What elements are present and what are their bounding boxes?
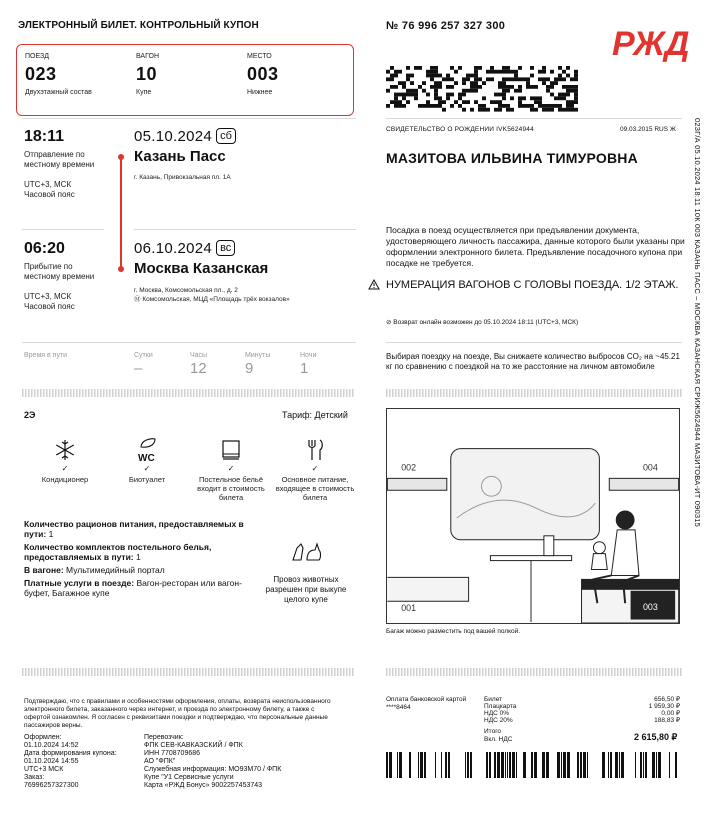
metro-icon: Ⓜ — [134, 296, 141, 303]
arrival-time-desc: Прибытие по местному времени — [24, 262, 95, 281]
arrival-tz: UTC+3, МСК — [24, 292, 72, 301]
snowflake-icon — [54, 439, 76, 461]
barcode — [386, 752, 682, 778]
seat-label: МЕСТО — [247, 53, 272, 60]
consent-text: Подтверждаю, что с правилами и особенностями оформления, оплаты, возврата неиспользованного электронного билета, заказанного через интернет, и проезда по электронному билету, а также с офертой ознакомлен. Я согласен с реквизитами поездки и подтверждаю, что персональные данные пассажиров верны. — [24, 698, 331, 729]
passenger-name: МАЗИТОВА ИЛЬВИНА ТИМУРОВНА — [386, 150, 638, 166]
bedding-label: Количество комплектов постельного белья, предоставляемых в пути: — [24, 542, 212, 562]
service-meals — [274, 436, 356, 502]
service-label: Кондиционер — [41, 475, 89, 484]
payment-card: ****8464 — [386, 704, 411, 711]
price-ticket-label: Билет — [484, 696, 503, 703]
price-platz-label: Плацкарта — [484, 703, 517, 710]
payment-method: Оплата банковской картой — [386, 696, 467, 703]
departure-date-row — [134, 128, 236, 146]
carrier-label: Перевозчик: — [144, 734, 184, 741]
seat-004-label: 004 — [642, 462, 658, 473]
divider — [134, 229, 356, 230]
carrier-card: Карта «РЖД Бонус» 9002257453743 — [144, 782, 263, 789]
departure-dot — [118, 154, 124, 160]
logo-text: РЖД — [612, 25, 690, 62]
divider — [22, 229, 104, 230]
issue-tz: UTC+3 МСК — [24, 766, 64, 773]
passenger-document: СВИДЕТЕЛЬСТВО О РОЖДЕНИИ IVK5624944 — [386, 126, 534, 133]
arrival-date-row — [134, 240, 235, 258]
carrier-service: Служебная информация: МО93М70 / ФПК — [144, 766, 282, 773]
train-label: ПОЕЗД — [25, 53, 49, 60]
pets-info — [256, 538, 356, 605]
seat-number: 003 — [247, 64, 279, 84]
perforation-line — [22, 668, 354, 676]
service-label: Постельное бельё входит в стоимость билета — [197, 475, 265, 502]
total-label: Итого — [484, 728, 502, 735]
carrier-class: Купе "У1 Сервисные услуги — [144, 774, 234, 781]
car-cell — [136, 53, 159, 96]
arrival-tz-label: Часовой пояс — [24, 302, 75, 311]
car-number: 10 — [136, 64, 158, 84]
service-bedding — [190, 436, 272, 502]
issue-info — [24, 734, 117, 790]
duration-hours: 12 — [190, 360, 207, 377]
total-vat-note: Вкл. НДС — [484, 736, 513, 743]
issued-label: Оформлен: — [24, 734, 62, 741]
warning-icon — [368, 279, 380, 290]
meals-count — [24, 519, 254, 539]
boarding-notice: Посадка в поезд осуществляется при предъявлении документа, удостоверяющего личность пассажира, данные которого были указаны при оформлении электронного билета. Предъявление посадочного купона при посадке не требуется. — [386, 225, 685, 268]
duration-minutes-label: Минуты — [245, 352, 271, 359]
arrival-address: г. Москва, Комсомольская пл., д. 2 — [134, 287, 238, 294]
eco-info: Выбирая поездку на поезде, Вы снижаете количество выбросов CO₂ на ~45.21 кг по сравнению с поездкой на то же расстояние на личном автомобиле — [386, 352, 680, 371]
bedding-value: 1 — [136, 552, 141, 562]
divider — [386, 118, 682, 119]
arrival-metro-row — [134, 295, 290, 304]
perforation-line — [22, 389, 354, 397]
matrix-barcode — [386, 66, 578, 112]
vat20-value: 188,83 ₽ — [654, 717, 680, 724]
car-features — [24, 565, 254, 575]
vertical-ticket-code: 023Г/А 05.10.2024 18:11 10К 003 КАЗАНЬ ПАСС – МОСКВА КАЗАНСКАЯ СРИЖ5624944 МАЗИТОВА-ИТ 090315 — [693, 118, 702, 528]
departure-address: г. Казань, Привокзальная пл. 1А — [134, 174, 231, 181]
perforation-line — [386, 389, 682, 397]
divider — [22, 342, 356, 343]
duration-nights: 1 — [300, 360, 309, 377]
svg-text:WC: WC — [138, 453, 155, 463]
check-icon: ✓ — [227, 464, 235, 473]
compartment-illustration — [386, 408, 680, 624]
divider — [386, 342, 682, 343]
pets-text: Провоз животных разрешен при выкупе целого купе — [265, 575, 347, 604]
train-info-box — [16, 44, 354, 116]
vat0-value: 0,00 ₽ — [661, 710, 680, 717]
route-line — [120, 158, 122, 270]
coupon-label: Дата формирования купона: — [24, 750, 117, 757]
check-icon: ✓ — [61, 464, 69, 473]
check-icon: ✓ — [311, 464, 319, 473]
arrival-day: вс — [216, 240, 235, 256]
order-value: 76996257327300 — [24, 782, 79, 789]
duration-label: Время в пути — [24, 352, 68, 359]
train-type: Двухэтажный состав — [25, 89, 92, 96]
order-label: Заказ: — [24, 774, 45, 781]
coupon-value: 01.10.2024 14:55 — [24, 758, 79, 765]
duration-nights-label: Ночи — [300, 352, 317, 359]
car-label: ВАГОН — [136, 53, 160, 60]
duration-hours-label: Часы — [190, 352, 208, 359]
bedding-count — [24, 542, 254, 562]
departure-tz: UTC+3, МСК — [24, 180, 72, 189]
pets-icon — [289, 538, 323, 564]
car-numbering-warning: НУМЕРАЦИЯ ВАГОНОВ С ГОЛОВЫ ПОЕЗДА. 1/2 ЭТАЖ. — [386, 279, 679, 291]
service-label: Основное питание, входящее в стоимость билета — [275, 475, 355, 502]
vat0-label: НДС 0% — [484, 710, 509, 717]
issued-value: 01.10.2024 14:52 — [24, 742, 79, 749]
price-platz: 1 959,30 ₽ — [648, 703, 680, 710]
departure-station: Казань Пасс — [134, 148, 226, 165]
passenger-birth-info: 09.03.2015 RUS Ж — [620, 126, 676, 133]
check-icon: ✓ — [143, 464, 151, 473]
seat-code: 2Э — [24, 410, 36, 420]
departure-time-desc: Отправление по местному времени — [24, 150, 95, 169]
carrier-org: АО "ФПК" — [144, 758, 176, 765]
car-features-label: В вагоне: — [24, 565, 64, 575]
seat-type: Нижнее — [247, 89, 273, 96]
service-label: Биотуалет — [128, 475, 166, 484]
arrival-metro: Комсомольская, МЦД «Площадь трёх вокзалов» — [142, 296, 290, 303]
refund-row — [386, 318, 578, 326]
carrier-inn: ИНН 7708709686 — [144, 750, 201, 757]
arrival-date: 06.10.2024 — [134, 240, 213, 257]
car-features-value: Мультимедийный портал — [66, 565, 165, 575]
duration-minutes: 9 — [245, 360, 254, 377]
paid-services-label: Платные услуги в поезде: — [24, 578, 135, 588]
perforation-line — [386, 668, 682, 676]
carrier-name: ФПК СЕВ-КАВКАЗСКИЙ / ФПК — [144, 742, 243, 749]
seat-001-label: 001 — [401, 603, 417, 614]
ticket-title: ЭЛЕКТРОННЫЙ БИЛЕТ. КОНТРОЛЬНЫЙ КУПОН — [18, 20, 259, 31]
carrier-info — [144, 734, 281, 790]
service-ac — [24, 436, 106, 484]
departure-date: 05.10.2024 — [134, 128, 213, 145]
tariff: Тариф: Детский — [282, 410, 348, 420]
arrival-station: Москва Казанская — [134, 260, 269, 277]
bedding-icon — [221, 439, 241, 461]
wc-icon — [135, 437, 159, 463]
train-number: 023 — [25, 64, 57, 84]
duration-days: – — [134, 360, 143, 377]
seat-cell — [247, 53, 279, 96]
ticket-number: № 76 996 257 327 300 — [386, 20, 506, 32]
meals-label: Количество рационов питания, предоставляемых в пути: — [24, 519, 244, 539]
departure-time: 18:11 — [24, 128, 65, 145]
vat20-label: НДС 20% — [484, 717, 513, 724]
seat-002-label: 002 — [401, 462, 417, 473]
arrival-time: 06:20 — [24, 240, 65, 257]
rzd-logo — [610, 22, 700, 62]
total-amount: 2 615,80 ₽ — [634, 732, 678, 742]
train-cell — [25, 53, 92, 96]
seat-003-label: 003 — [642, 602, 658, 613]
departure-day: сб — [216, 128, 236, 144]
arrival-dot — [118, 266, 124, 272]
no-entry-icon: ⊘ — [386, 319, 392, 326]
meals-value: 1 — [48, 529, 54, 539]
departure-tz-label: Часовой пояс — [24, 190, 75, 199]
divider — [22, 118, 356, 119]
paid-services-value: Вагон-ресторан или вагон-буфет, Багажное купе — [24, 578, 242, 598]
car-type: Купе — [136, 89, 152, 96]
paid-services — [24, 578, 254, 598]
duration-days-label: Сутки — [134, 352, 153, 359]
luggage-caption: Багаж можно разместить под вашей полкой. — [386, 628, 521, 635]
price-ticket: 656,50 ₽ — [654, 696, 680, 703]
service-toilet — [106, 436, 188, 484]
refund-info: Возврат онлайн возможен до 05.10.2024 18:11 (UTC+3, МСК) — [393, 319, 579, 326]
cutlery-icon — [304, 438, 326, 462]
